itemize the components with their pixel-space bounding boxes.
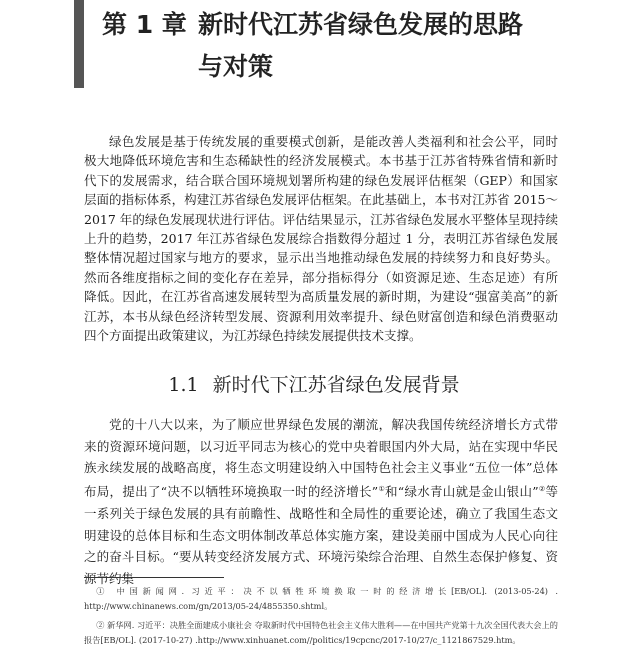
footnote-ref-2[interactable]: ② xyxy=(538,485,546,494)
chapter-number: 第 1 章 xyxy=(102,10,187,39)
chapter-accent-bar xyxy=(74,0,84,88)
chapter-title-line2: 与对策 xyxy=(198,52,274,81)
footnotes xyxy=(84,584,558,652)
body-part-1: 党的十八大以来，为了顺应世界绿色发展的潮流，解决我国传统经济增长方式带来的资源环境问题，以习近平同志为核心的党中央着眼国内外大局，站在实现中华民族永续发展的战略高度，将生态文明建设纳入中国特色社会主义事业“五位一体”总体布局，提出了“决不以牺牲环境换取一时的经济增长” xyxy=(84,417,558,500)
chapter-abstract xyxy=(84,132,558,345)
body-paragraph xyxy=(84,414,558,590)
footnote-1: ① 中国新闻网. 习近平：决不以牺牲环境换取一时的经济增长[EB/OL]. (2013-05-24) . http://www.chinanews.com/gn/2013/05-24/4855350.shtml。 xyxy=(84,586,558,611)
body-part-2: 和“绿水青山就是金山银山” xyxy=(385,484,539,500)
chapter-title-line1: 新时代江苏省绿色发展的思路 xyxy=(198,10,524,39)
footnote-ref-1[interactable]: ① xyxy=(378,485,386,494)
body-part-3: 等一系列关于绿色发展的具有前瞻性、战略性和全局性的重要论述，确立了我国生态文明建设的总体目标和生态文明体制改革总体实施方案，建设美丽中国成为人民心向往之的奋斗目标。“要从转变经济发展方式、环境污染综合治理、自然生态保护修复、资源节约集 xyxy=(84,484,558,587)
abstract-paragraph: 绿色发展是基于传统发展的重要模式创新，是能改善人类福利和社会公平，同时极大地降低环境危害和生态稀缺性的经济发展模式。本书基于江苏省特殊省情和新时代下的发展需求，结合联合国环境规划署所构建的绿色发展评估框架（GEP）和国家层面的指标体系，构建江苏省绿色发展评估框架。在此基础上，本书对江苏省 2015～2017 年的绿色发展现状进行评估。评估结果显示，江苏省绿色发展水平整体呈现持续上升的趋势，2017 年江苏省绿色发展综合指数得分超过 1 分，表明江苏省绿色发展整体情况超过国家与地方的要求，显示出当地推动绿色发展的持续努力和良好势头。然而各维度指标之间的变化存在差异，部分指标得分（如资源足迹、生态足迹）有所降低。因此，在江苏省高速发展转型为高质量发展的新时期，为建设“强富美高”的新江苏，本书从绿色经济转型发展、资源利用效率提升、绿色财富创造和绿色消费驱动四个方面提出政策建议，为江苏绿色持续发展提供技术支撑。 xyxy=(84,134,558,344)
body-text xyxy=(84,414,558,590)
footnote-2: ② 新华网. 习近平：决胜全面建成小康社会 夺取新时代中国特色社会主义伟大胜利——在中国共产党第十九次全国代表大会上的报告[EB/OL]. (2017-10-27) .http://www.xinhuanet.com//politics/19cpcnc/2017-10/27/c_1121867529.htm。 xyxy=(84,620,558,645)
section-heading xyxy=(0,370,628,397)
section-title: 新时代下江苏省绿色发展背景 xyxy=(212,374,460,396)
footnote-divider xyxy=(84,577,224,578)
chapter-heading xyxy=(102,4,572,81)
section-number: 1.1 xyxy=(168,374,199,396)
